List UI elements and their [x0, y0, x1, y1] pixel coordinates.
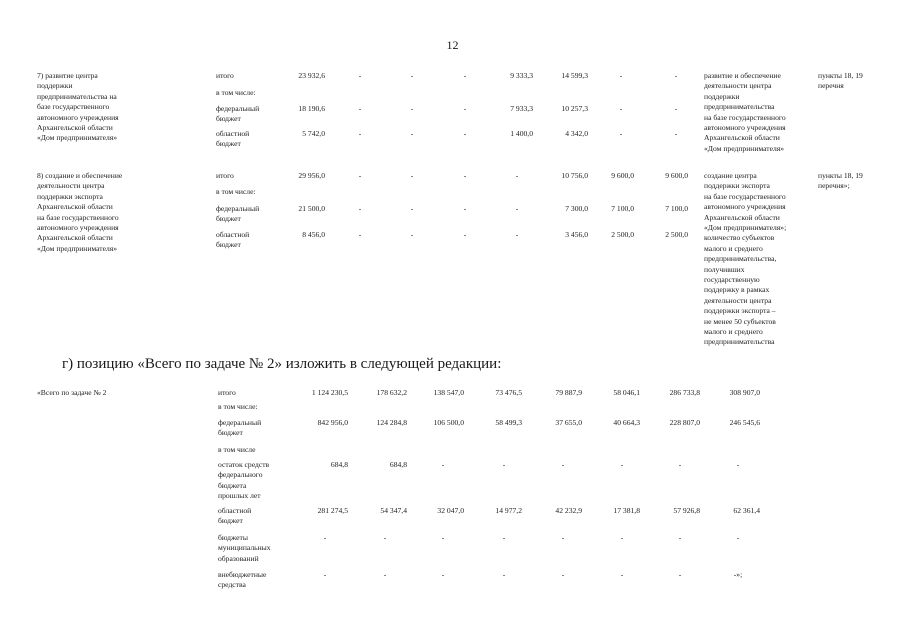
funding-source-label: образований — [218, 553, 259, 563]
funding-source-label: федерального — [218, 470, 263, 480]
table-cell: - — [323, 533, 327, 542]
table-cell: 42 232,9 — [555, 506, 582, 515]
table-cell: 23 932,6 — [298, 71, 325, 80]
funding-source-label: бюджета — [218, 480, 247, 490]
table-cell: - — [410, 104, 414, 113]
table-cell: 7 933,3 — [510, 104, 533, 113]
funding-source-label: бюджет — [216, 240, 241, 250]
funding-source-label: внебюджетные — [218, 570, 267, 579]
table-cell: - — [463, 129, 467, 138]
funding-source-label: федеральный — [218, 418, 262, 427]
table-cell: - — [674, 104, 678, 113]
table-cell: - — [678, 460, 682, 469]
table-cell: - — [410, 230, 414, 239]
table-cell: - — [441, 533, 445, 542]
table-cell: 138 547,0 — [433, 388, 464, 397]
block7-result-text: предпринимательства — [704, 102, 775, 112]
table-cell: 4 342,0 — [565, 129, 588, 138]
funding-source-label: итого — [218, 388, 236, 397]
funding-source-label: областной — [216, 129, 250, 138]
table-cell: - — [674, 129, 678, 138]
table-cell: 57 926,8 — [673, 506, 700, 515]
total-label: «Всего по задаче № 2 — [37, 388, 107, 397]
table-cell: 58 499,3 — [495, 418, 522, 427]
table-cell: - — [383, 570, 387, 579]
block8-measure-name: 8) создание и обеспечение — [37, 171, 123, 180]
block8-measure-name: Архангельской области — [37, 202, 113, 212]
table-cell: - — [358, 104, 362, 113]
table-cell: - — [561, 570, 565, 579]
table-cell: 62 361,4 — [733, 506, 760, 515]
page-number: 12 — [446, 38, 459, 52]
block7-measure-name: предпринимательства на — [37, 91, 117, 101]
block8-result-text: предпринимательства — [704, 337, 775, 347]
funding-source-label: областной — [218, 506, 252, 515]
block7-result-text: на базе государственного — [704, 112, 786, 122]
funding-source-label: областной — [216, 230, 250, 239]
block8-result-text: малого и среднего — [704, 327, 763, 336]
block8-result-text: количество субъектов — [704, 233, 775, 243]
block7-result-text: автономного учреждения — [704, 123, 786, 132]
table-cell: 281 274,5 — [317, 506, 348, 515]
table-cell: - — [515, 204, 519, 213]
table-cell: 286 733,8 — [669, 388, 700, 397]
table-cell: - — [620, 570, 624, 579]
table-cell: 37 655,0 — [555, 418, 582, 427]
table-cell: - — [463, 104, 467, 113]
table-cell: 14 977,2 — [495, 506, 522, 515]
table-cell: 9 333,3 — [510, 71, 533, 80]
block8-result-text: на базе государственного — [704, 191, 786, 201]
table-cell: - — [441, 460, 445, 469]
table-cell: - — [410, 129, 414, 138]
table-cell: 124 284,8 — [376, 418, 407, 427]
funding-source-label: в том числе: — [216, 187, 256, 196]
block8-result-text: государственную — [704, 275, 760, 284]
block7-measure-name: 7) развитие центра — [37, 71, 98, 80]
table-cell: - — [410, 71, 414, 80]
table-cell: 1 400,0 — [510, 129, 533, 138]
table-cell: 79 887,9 — [555, 388, 582, 397]
funding-source-label: бюджет — [218, 516, 243, 526]
table-cell: 1 124 230,5 — [311, 388, 348, 397]
funding-source-label: бюджет — [216, 139, 241, 149]
table-cell: - — [736, 533, 740, 542]
block8-measure-name: автономного учреждения — [37, 223, 119, 232]
table-cell: - — [620, 533, 624, 542]
table-cell: - — [620, 460, 624, 469]
block7-result-text: «Дом предпринимателя» — [704, 143, 785, 153]
table-cell: - — [674, 71, 678, 80]
table-cell: - — [463, 171, 467, 180]
block8-reference: пункты 18, 19 — [818, 171, 863, 180]
table-cell: - — [463, 204, 467, 213]
table-cell: 684,8 — [389, 460, 407, 469]
table-cell: - — [358, 204, 362, 213]
table-cell: 29 956,0 — [298, 171, 325, 180]
block8-result-text: поддержки экспорта — [704, 181, 770, 191]
table-cell: - — [561, 460, 565, 469]
table-cell: 228 807,0 — [669, 418, 700, 427]
funding-source-label: итого — [216, 171, 234, 180]
table-cell: 14 599,3 — [561, 71, 588, 80]
table-cell: 308 907,0 — [729, 388, 760, 397]
funding-source-label: муниципальных — [218, 543, 271, 553]
section-heading: г) позицию «Всего по задаче № 2» изложить в следующей редакции: — [62, 356, 502, 372]
table-cell: - — [358, 230, 362, 239]
funding-source-label: прошлых лет — [218, 491, 261, 501]
funding-source-label: в том числе: — [216, 88, 256, 97]
block7-measure-name: поддержки — [37, 81, 73, 91]
block8-result-text: не менее 50 субъектов — [704, 316, 776, 326]
block8-measure-name: деятельности центра — [37, 181, 105, 191]
funding-source-label: бюджет — [216, 114, 241, 124]
table-cell: 21 500,0 — [298, 204, 325, 213]
table-cell: - — [502, 460, 506, 469]
block7-reference: перечня — [818, 81, 844, 91]
table-cell: 17 381,8 — [613, 506, 640, 515]
table-cell: 246 545,6 — [729, 418, 760, 427]
table-cell: - — [383, 533, 387, 542]
table-cell: 18 190,6 — [298, 104, 325, 113]
table-cell: - — [515, 230, 519, 239]
funding-source-label: бюджет — [216, 214, 241, 224]
table-cell: 8 456,0 — [302, 230, 325, 239]
block8-result-text: поддержку в рамках — [704, 285, 770, 295]
table-cell: - — [619, 104, 623, 113]
funding-source-label: в том числе — [218, 445, 256, 454]
block8-result-text: малого и среднего — [704, 243, 763, 253]
block8-measure-name: «Дом предпринимателя» — [37, 243, 118, 253]
block7-result-text: деятельности центра — [704, 81, 772, 91]
block8-measure-name: на базе государственного — [37, 212, 119, 222]
table-cell: - — [358, 171, 362, 180]
table-cell: 2 500,0 — [665, 230, 688, 239]
funding-source-label: бюджет — [218, 428, 243, 438]
table-cell: - — [358, 71, 362, 80]
table-cell: 842 956,0 — [317, 418, 348, 427]
table-cell: - — [323, 570, 327, 579]
table-cell: 54 347,4 — [380, 506, 407, 515]
block8-result-text: предпринимательства, — [704, 254, 777, 264]
block8-result-text: получивших — [704, 264, 745, 274]
block8-result-text: Архангельской области — [704, 212, 780, 222]
block7-measure-name: Архангельской области — [37, 123, 113, 132]
block8-measure-name: поддержки экспорта — [37, 191, 103, 201]
table-cell: - — [678, 570, 682, 579]
table-cell: - — [619, 129, 623, 138]
funding-source-label: в том числе: — [218, 402, 258, 411]
block7-measure-name: «Дом предпринимателя» — [37, 133, 118, 143]
table-cell: - — [619, 71, 623, 80]
table-cell: 106 500,0 — [433, 418, 464, 427]
block8-result-text: автономного учреждения — [704, 202, 786, 212]
block8-result-text: «Дом предпринимателя»; — [704, 223, 787, 232]
table-cell: 10 756,0 — [561, 171, 588, 180]
table-cell: - — [561, 533, 565, 542]
block8-result-text: деятельности центра — [704, 295, 772, 305]
table-cell: - — [463, 71, 467, 80]
table-cell: - — [410, 171, 414, 180]
block7-reference: пункты 18, 19 — [818, 71, 863, 80]
table-cell: 58 046,1 — [613, 388, 640, 397]
table-cell: 7 100,0 — [665, 204, 688, 213]
table-cell: 40 664,3 — [613, 418, 640, 427]
block7-measure-name: базе государственного — [37, 102, 110, 112]
block8-result-text: создание центра — [704, 171, 757, 180]
table-cell: 7 300,0 — [565, 204, 588, 213]
table-cell: - — [736, 460, 740, 469]
table-cell: 178 632,2 — [376, 388, 407, 397]
table-cell: - — [678, 533, 682, 542]
block8-reference: перечня»; — [818, 181, 850, 191]
block7-measure-name: автономного учреждения — [37, 112, 119, 122]
table-cell: 9 600,0 — [611, 171, 634, 180]
funding-source-label: остаток средств — [218, 460, 270, 469]
table-cell: - — [502, 570, 506, 579]
table-cell: 10 257,3 — [561, 104, 588, 113]
table-cell: -»; — [733, 570, 743, 579]
block7-result-text: развитие и обеспечение — [704, 71, 781, 80]
table-cell: - — [410, 204, 414, 213]
funding-source-label: итого — [216, 71, 234, 80]
funding-source-label: федеральный — [216, 204, 260, 213]
table-cell: - — [441, 570, 445, 579]
table-cell: - — [515, 171, 519, 180]
funding-source-label: федеральный — [216, 104, 260, 113]
table-cell: 2 500,0 — [611, 230, 634, 239]
table-cell: 684,8 — [330, 460, 348, 469]
block8-result-text: поддержки экспорта – — [704, 306, 776, 316]
funding-source-label: средства — [218, 580, 246, 590]
table-cell: 7 100,0 — [611, 204, 634, 213]
table-cell: 9 600,0 — [665, 171, 688, 180]
funding-source-label: бюджеты — [218, 533, 248, 542]
block7-result-text: поддержки — [704, 91, 740, 101]
table-cell: 73 476,5 — [495, 388, 522, 397]
block8-measure-name: Архангельской области — [37, 233, 113, 243]
table-cell: - — [463, 230, 467, 239]
table-cell: - — [358, 129, 362, 138]
table-cell: - — [502, 533, 506, 542]
table-cell: 5 742,0 — [302, 129, 325, 138]
block7-result-text: Архангельской области — [704, 133, 780, 143]
table-cell: 32 047,0 — [437, 506, 464, 515]
table-cell: 3 456,0 — [565, 230, 588, 239]
